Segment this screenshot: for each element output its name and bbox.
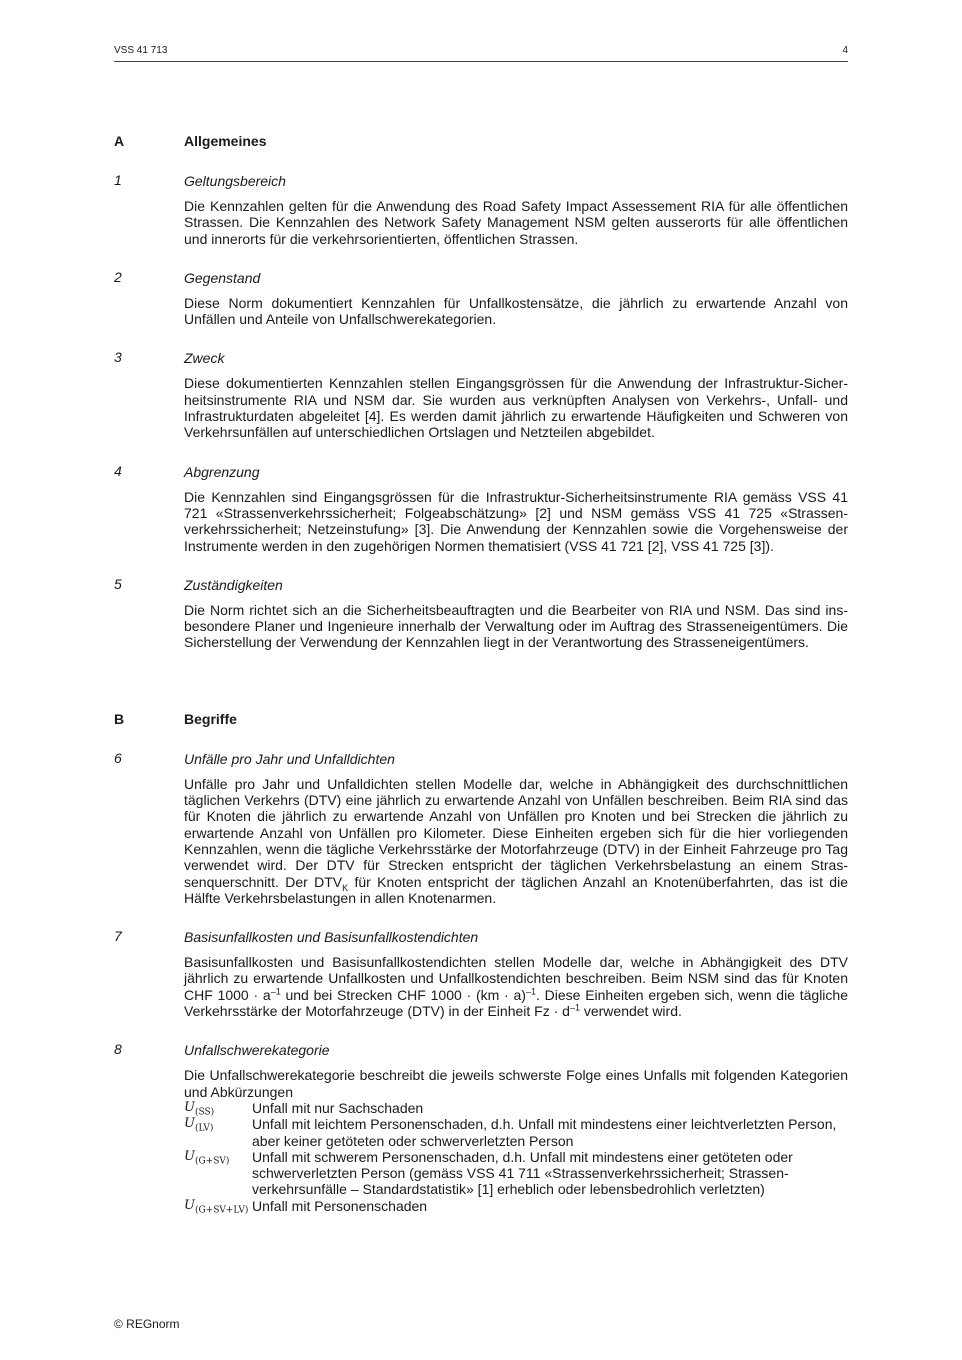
definition-item [184,1198,848,1214]
section-body: Die Kennzahlen gelten für die Anwendung des Road Safety Impact Assessement RIA für alle öffentlichen Strassen. Die Kennzahlen des Network Safety Management NSM gelten ausserorts für alle öffentlichen und innerorts für die verkehrsorientierten, öffentlichen Strassen. [184,198,848,247]
section-body: Die Unfallschwerekategorie beschreibt die jeweils schwerste Folge eines Unfalls mit folgenden Kategorien und Abkürzungen [184,1067,848,1100]
section-6 [114,750,848,906]
header-page-number: 4 [842,45,848,56]
section-number: 8 [114,1041,122,1058]
chapter-letter: A [114,133,125,149]
definition-list [184,1100,848,1214]
section-body: Diese Norm dokumentiert Kennzahlen für Unfallkostensätze, die jährlich zu erwartende Anzahl von Unfällen und Anteile von Unfallschwerekategorien. [184,294,848,328]
body-text: . Diese Einheiten ergeben sich, wenn die tägliche Verkehrsstärke der Motorfahrzeuge (DTV) in der Einheit Fz · d [184,986,848,1020]
definition-item [184,1100,848,1116]
header-rule [114,61,848,62]
definition-text: Unfall mit schwerem Personenschaden, d.h. Unfall mit mindestens einer getöteten oder schwerverletzten Person (gemäss VSS 41 711 «Strassenverkehrssicherheit; Strassenverkehrsunfälle – Standardstatistik» [1] erheblich oder lebensbedrohlich verletzten) [252,1148,793,1198]
section-title: Unfälle pro Jahr und Unfalldichten [184,750,395,767]
section-body: Diese dokumentierten Kennzahlen stellen Eingangsgrössen für die Anwendung der Infrastruktur-Sicherheitsinstrumente RIA und NSM dar. Sie wurden aus verknüpften Analysen von Verkehrs-, Unfall- und Infrastrukturdaten abgeleitet [4]. Es werden damit jährlich zu erwartende Häufigkeiten und Schweren von Verkehrsunfällen auf unterschiedlichen Ortslagen und Netzteilen abgebildet. [184,375,848,441]
definition-symbol: $U_{(LV)}$ [184,1116,214,1134]
page-content [114,133,848,1236]
section-7 [114,928,848,1019]
section-title: Gegenstand [184,269,261,286]
subscript: K [342,882,349,893]
section-2 [114,269,848,328]
section-number: 3 [114,349,122,366]
definition-symbol: $U_{(SS)}$ [184,1099,215,1118]
superscript: –1 [270,986,281,997]
section-number: 4 [114,462,122,479]
chapter-b-heading [114,711,848,731]
section-3 [114,349,848,440]
section-1 [114,172,848,247]
chapter-title: Allgemeines [184,133,267,149]
section-body [184,954,848,1019]
body-text: verwendet wird. [579,1003,682,1020]
superscript: –1 [525,986,536,997]
body-text: Basisunfallkosten und Basisunfallkostendichten stellen Modelle dar, welche in Abhängigkeit des DTV jährlich zu erwartende Unfallkosten und Unfallkostendichten beschreiben. Beim NSM sind das für Knoten CHF 1000 · a [184,954,848,1003]
section-number: 2 [114,268,122,285]
superscript: –1 [569,1002,580,1013]
definition-symbol: $U_{(G+SV+LV)}$ [184,1197,249,1216]
section-4 [114,463,848,554]
section-number: 1 [114,172,122,188]
body-text: und bei Strecken CHF 1000 · (km · a) [280,986,526,1003]
section-number: 5 [114,575,122,592]
section-title: Basisunfallkosten und Basisunfallkostendichten [184,929,479,946]
definition-text: Unfall mit nur Sachschaden [252,1099,424,1116]
section-title: Unfallschwerekategorie [184,1042,330,1059]
section-5 [114,576,848,651]
section-body: Die Norm richtet sich an die Sicherheitsbeauftragten und die Bearbeiter von RIA und NSM. Das sind insbesondere Planer und Ingenieure innerhalb der Verwaltung oder im Auftrag des Strasseneigentümers. Die Sicherstellung der Verwendung der Kennzahlen liegt in der Verantwortung des Strasseneigentümers. [184,601,848,651]
definition-item [184,1149,848,1198]
definition-symbol: $U_{(G+SV)}$ [184,1148,230,1167]
section-8 [114,1041,848,1214]
section-title: Geltungsbereich [184,173,286,189]
definition-text: Unfall mit Personenschaden [252,1197,428,1214]
section-number: 7 [114,928,122,945]
section-title: Zuständigkeiten [184,576,283,593]
body-text: Unfälle pro Jahr und Unfalldichten stellen Modelle dar, welche in Abhängigkeit des durchschnittlichen täglichen Verkehrs (DTV) eine jährlich zu erwartende Anzahl von Unfällen beschreiben. Beim RIA sind das für Knoten die jährlich zu erwartende Anzahl von Unfällen pro Knoten und bei Strecken die jährlich zu erwartende Anzahl von Unfällen pro Kilometer. Diese Einheiten ergeben sich für die hier vorliegenden Kennzahlen, wenn die tägliche Verkehrsstärke der Motorfahrzeuge (DTV) in der Einheit Fahrzeuge pro Tag verwendet wird. Der DTV für Strecken entspricht der täglichen Verkehrsbelastung an einem Strassenquerschnitt. Der DTV [184,775,848,890]
footer-copyright: © REGnorm [114,1317,180,1331]
section-title: Zweck [184,350,225,367]
definition-item [184,1116,848,1149]
section-title: Abgrenzung [184,463,260,480]
section-body: Die Kennzahlen sind Eingangsgrössen für die Infrastruktur-Sicherheitsinstrumente RIA gemäss VSS 41 721 «Strassenverkehrssicherheit; Folgeabschätzung» [2] und NSM gemäss VSS 41 725 «Strassenverkehrssicherheit; Netzeinstufung» [3]. Die Anwendung der Kennzahlen sowie die Vorgehensweise der Instrumente werden in den zugehörigen Normen thematisiert (VSS 41 721 [2], VSS 41 725 [3]). [184,488,848,554]
section-body [184,776,848,906]
chapter-a-heading [114,133,848,153]
section-number: 6 [114,749,122,766]
header-doc-id: VSS 41 713 [114,45,168,56]
chapter-title: Begriffe [184,710,237,727]
chapter-letter: B [114,710,125,727]
definition-text: Unfall mit leichtem Personenschaden, d.h. Unfall mit mindestens einer leichtverletzten Person, aber keiner getöteten oder schwerverletzten Person [252,1116,837,1149]
body-text: für Knoten entspricht der täglichen Anzahl an Knotenüberfahrten, das ist die Hälfte Verkehrsbelastungen in allen Knotenarmen. [184,873,848,906]
